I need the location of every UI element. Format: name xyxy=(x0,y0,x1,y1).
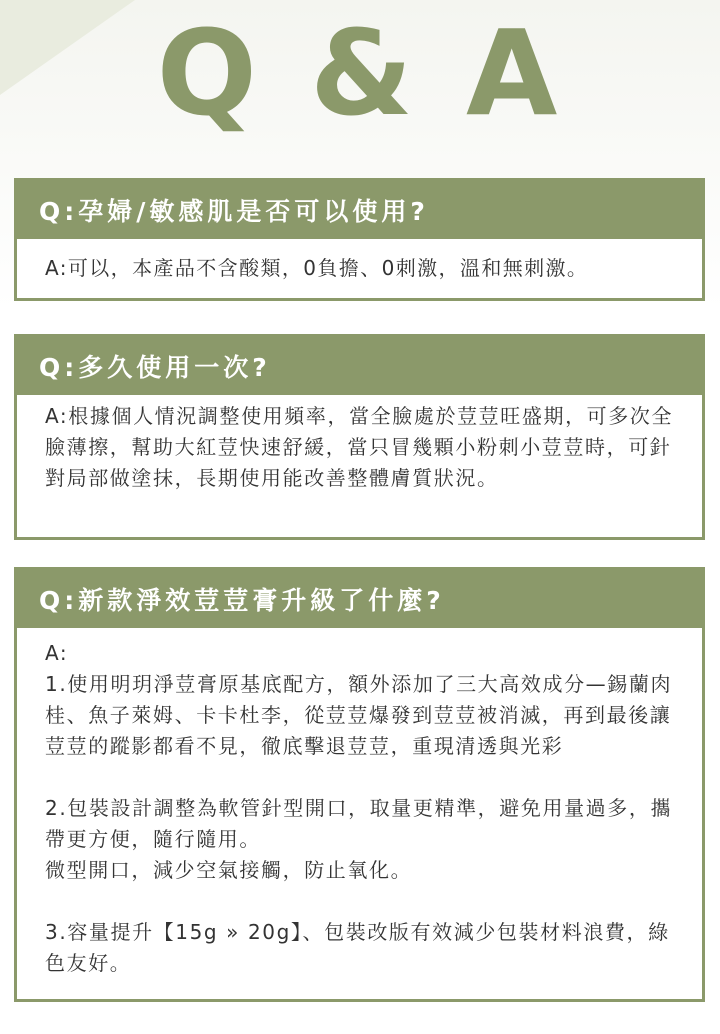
answer-text: A:根據個人情況調整使用頻率，當全臉處於荳荳旺盛期，可多次全臉薄擦，幫助大紅荳快速舒緩，當只冒幾顆小粉刺小荳荳時，可針對局部做塗抹，長期使用能改善整體膚質狀況。 xyxy=(45,404,674,490)
page-title: Q & A xyxy=(156,4,564,142)
answer-text: A: 1.使用明玥淨荳膏原基底配方，額外添加了三大高效成分—錫蘭肉桂、魚子萊姆、卡卡杜李，從荳荳爆發到荳荳被消滅，再到最後讓荳荳的蹤影都看不見，徹底擊退荳荳，重現清透與光彩 2.包裝設計調整為軟管針型開口，取量更精準，避免用量過多，攜帶更方便，隨行隨用。 微型開口，減少空氣接觸，防止氧化。 3.容量提升【15g » 20g】、包裝改版有效減少包裝材料浪費，綠色友好。 xyxy=(45,641,673,975)
qa-card-1 xyxy=(14,178,705,301)
answer-text: A:可以，本產品不含酸類，0負擔、0刺激，溫和無刺激。 xyxy=(45,256,589,280)
qa-card-3 xyxy=(14,567,705,1002)
question-bar: Q:新款淨效荳荳膏升級了什麼? xyxy=(17,570,702,628)
question-bar: Q:多久使用一次? xyxy=(17,337,702,395)
question-bar: Q:孕婦/敏感肌是否可以使用? xyxy=(17,181,702,239)
qa-card-2 xyxy=(14,334,705,540)
